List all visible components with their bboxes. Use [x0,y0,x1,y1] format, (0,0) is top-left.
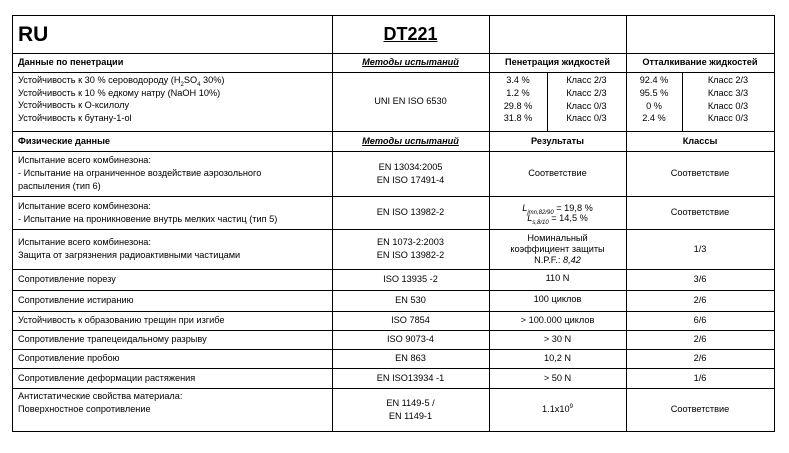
physical-row-result [489,196,626,229]
physical-row-result: 110 N [545,273,570,283]
physical-row-class: Соответствие [670,207,730,217]
repellency-classes [682,74,774,131]
penetration-label-2: Устойчивость к 10 % едкому натру (NaOH 10%) [18,87,221,98]
physical-row-class: Соответствие [670,404,730,414]
physical-row-method: ISO 9073-4 [387,334,434,344]
physical-row-class: 2/6 [693,353,707,363]
physical-row-method [332,388,489,431]
physical-row-method: EN 863 [395,353,426,363]
penetration-value: 1.2 % [506,87,530,98]
physical-row-result: $1.1x10^9$ [542,403,573,414]
physical-row-class: 2/6 [693,295,707,305]
physical-row-label: Сопротивление пробою [18,353,120,363]
repellency-value: 95.5 % [639,87,669,98]
physical-row-method: ISO 7854 [391,315,430,325]
leakage-s: $L_{s,8/10} = 14,5$ % [527,212,588,226]
physical-row-label: Сопротивление трапецеидальному разрыву [18,334,207,344]
physical-row-result: Соответствие [528,168,587,178]
spec-table [12,15,775,432]
leakage-jmn: $L_{jmn,82/90} = 19,8$ % [522,202,593,216]
penetration-class: Класс 0/3 [566,113,607,124]
physical-row-method [332,229,489,269]
repellency-value: 0 % [646,100,662,111]
physical-row-result: > 100.000 циклов [520,315,595,325]
physical-row-class: 1/3 [693,243,707,254]
physical-row-result: 100 циклов [533,294,582,304]
penetration-class: Класс 0/3 [566,100,607,111]
penetration-method: UNI EN ISO 6530 [374,96,447,106]
physical-row-label: Сопротивление порезу [18,274,116,284]
physical-row-method: ISO 13935 -2 [383,274,438,284]
physical-row-method [332,151,489,196]
npf-line: N.P.F.: 8,42 [534,254,581,265]
penetration-value: 3.4 % [506,75,530,85]
label-line: Поверхностное сопротивление [18,404,151,414]
penetration-section-title: Данные по пенетрации [18,57,124,67]
physical-row-method: EN 530 [395,295,426,305]
physical-row-label: Сопротивление истиранию [18,295,134,305]
method-line: EN 1073-2:2003 [377,236,444,247]
penetration-value: 31.8 % [503,113,533,124]
physical-row-label: Сопротивление деформации растяжения [18,372,196,383]
result-line: коэффициент защиты [510,243,605,254]
repellency-value: 2.4 % [642,113,666,124]
method-line: EN ISO 13982-2 [376,250,445,260]
physical-row-class: 1/6 [693,372,707,383]
penetration-labels [12,74,332,131]
physical-row-result: 10,2 N [543,353,572,363]
penetration-label-4: Устойчивость к бутану-1-ol [18,112,132,123]
physical-row-class: Соответствие [670,168,730,178]
label-line: - Испытание на ограниченное воздействие аэрозольного [18,168,262,178]
physical-row-class: 2/6 [693,334,707,344]
language-code: RU [18,22,49,46]
physical-row-class: 3/6 [693,274,707,284]
repellency-class: Класс 3/3 [707,87,749,98]
label-line: распыления (тип 6) [18,181,101,191]
penetration-label-1: Устойчивость к 30 % сероводороду ($H_2SO_4$ 30%) [18,75,225,88]
label-line: Испытание всего комбинезона: [18,155,151,165]
physical-section-title: Физические данные [18,135,111,146]
physical-row-class: 6/6 [693,315,707,325]
repellency-header: Отталкивание жидкостей [642,57,758,67]
physical-row-label [12,390,332,431]
physical-row-result: > 50 N [543,372,572,383]
label-line: Антистатические свойства материала: [18,391,183,401]
label-line: Испытание всего комбинезона: [18,236,151,247]
methods-header: Методы испытаний [362,135,459,146]
penetration-header: Пенетрация жидкостей [504,57,610,67]
physical-row-label [12,196,332,229]
penetration-label-3: Устойчивость к О-ксилолу [18,100,130,110]
physical-row-result [489,229,626,269]
method-line: EN 1149-1 [388,410,433,421]
repellency-class: Класс 0/3 [707,100,749,111]
methods-header: Методы испытаний [362,57,459,67]
repellency-class: Класс 0/3 [707,113,749,124]
physical-row-method: EN ISO 13982-2 [376,207,445,217]
physical-row-label: Устойчивость к образованию трещин при изгибе [18,315,225,325]
label-line: Защита от загрязнения радиоактивными частицами [18,250,241,260]
physical-row-label [12,229,332,269]
method-line: EN ISO 17491-4 [376,174,445,185]
penetration-classes [547,74,626,131]
repellency-value: 92.4 % [639,75,669,85]
model-title: DT221 [383,23,438,44]
method-line: EN 13034:2005 [378,161,443,172]
penetration-value: 29.8 % [503,100,533,111]
penetration-values [489,74,547,131]
result-line: Номинальный [527,232,588,243]
repellency-values [626,74,682,131]
physical-row-result: > 30 N [543,334,572,344]
results-header: Результаты [531,135,584,146]
label-line: Испытание всего комбинезона: [18,200,151,211]
repellency-class: Класс 2/3 [707,75,749,85]
method-line: EN 1149-5 / [386,397,435,408]
physical-row-label [12,151,332,196]
classes-header: Классы [682,135,718,146]
label-line: - Испытание на проникновение внутрь мелких частиц (тип 5) [18,213,278,224]
penetration-class: Класс 2/3 [566,75,607,85]
penetration-class: Класс 2/3 [566,87,607,98]
physical-row-method: EN ISO13934 -1 [376,372,445,383]
